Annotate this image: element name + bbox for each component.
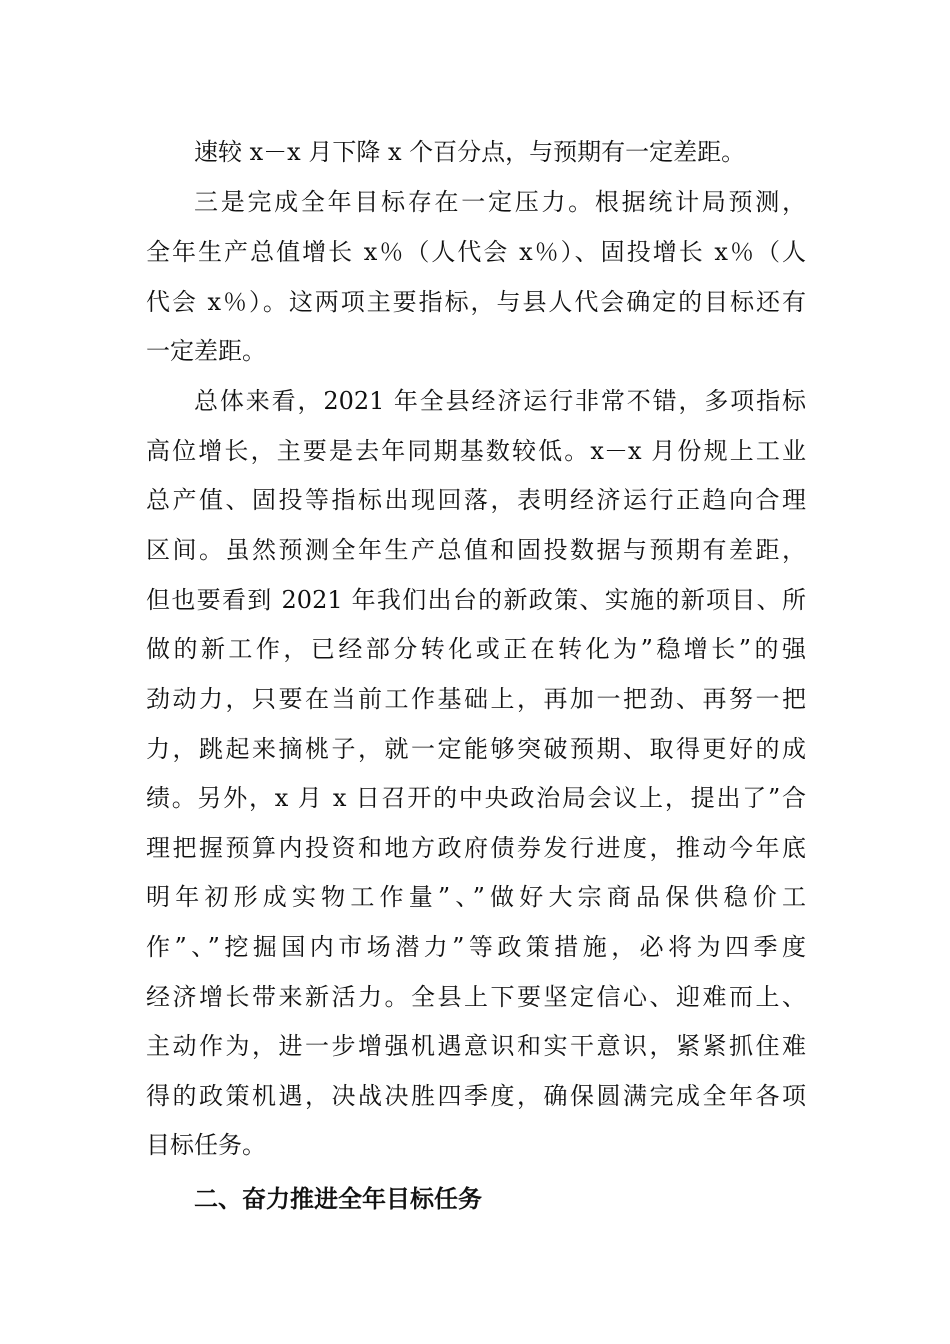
section-heading: 二、奋力推进全年目标任务: [194, 1185, 482, 1213]
text-line: 总体来看，2021 年全县经济运行非常不错，多项指标: [194, 387, 806, 415]
text-line: 代会 x％）。这两项主要指标，与县人代会确定的目标还有: [146, 288, 806, 316]
text-line: 主动作为，进一步增强机遇意识和实干意识，紧紧抓住难: [146, 1032, 806, 1060]
text-line: 绩。另外，x 月 x 日召开的中央政治局会议上，提出了”合: [146, 784, 806, 812]
text-line: 区间。虽然预测全年生产总值和固投数据与预期有差距，: [146, 536, 806, 564]
text-line: 一定差距。: [146, 337, 266, 365]
text-line: 力，跳起来摘桃子，就一定能够突破预期、取得更好的成: [146, 735, 806, 763]
text-line: 总产值、固投等指标出现回落，表明经济运行正趋向合理: [146, 486, 806, 514]
text-line: 目标任务。: [146, 1131, 266, 1159]
text-line: 全年生产总值增长 x％（人代会 x％）、固投增长 x％（人: [146, 238, 806, 266]
text-line: 但也要看到 2021 年我们出台的新政策、实施的新项目、所: [146, 586, 806, 614]
text-line: 经济增长带来新活力。全县上下要坚定信心、迎难而上、: [146, 983, 806, 1011]
text-line: 得的政策机遇，决战决胜四季度，确保圆满完成全年各项: [146, 1082, 806, 1110]
text-line: 做的新工作，已经部分转化或正在转化为”稳增长”的强: [146, 635, 806, 663]
text-line: 三是完成全年目标存在一定压力。根据统计局预测，: [194, 188, 806, 216]
text-line: 理把握预算内投资和地方政府债券发行进度，推动今年底: [146, 834, 806, 862]
text-line: 高位增长，主要是去年同期基数较低。x－x 月份规上工业: [146, 437, 806, 465]
text-line: 速较 x－x 月下降 x 个百分点，与预期有一定差距。: [194, 138, 746, 166]
text-line: 明年初形成实物工作量”、”做好大宗商品保供稳价工: [146, 883, 806, 911]
text-line: 作”、”挖掘国内市场潜力”等政策措施，必将为四季度: [146, 933, 806, 961]
text-line: 劲动力，只要在当前工作基础上，再加一把劲、再努一把: [146, 685, 806, 713]
